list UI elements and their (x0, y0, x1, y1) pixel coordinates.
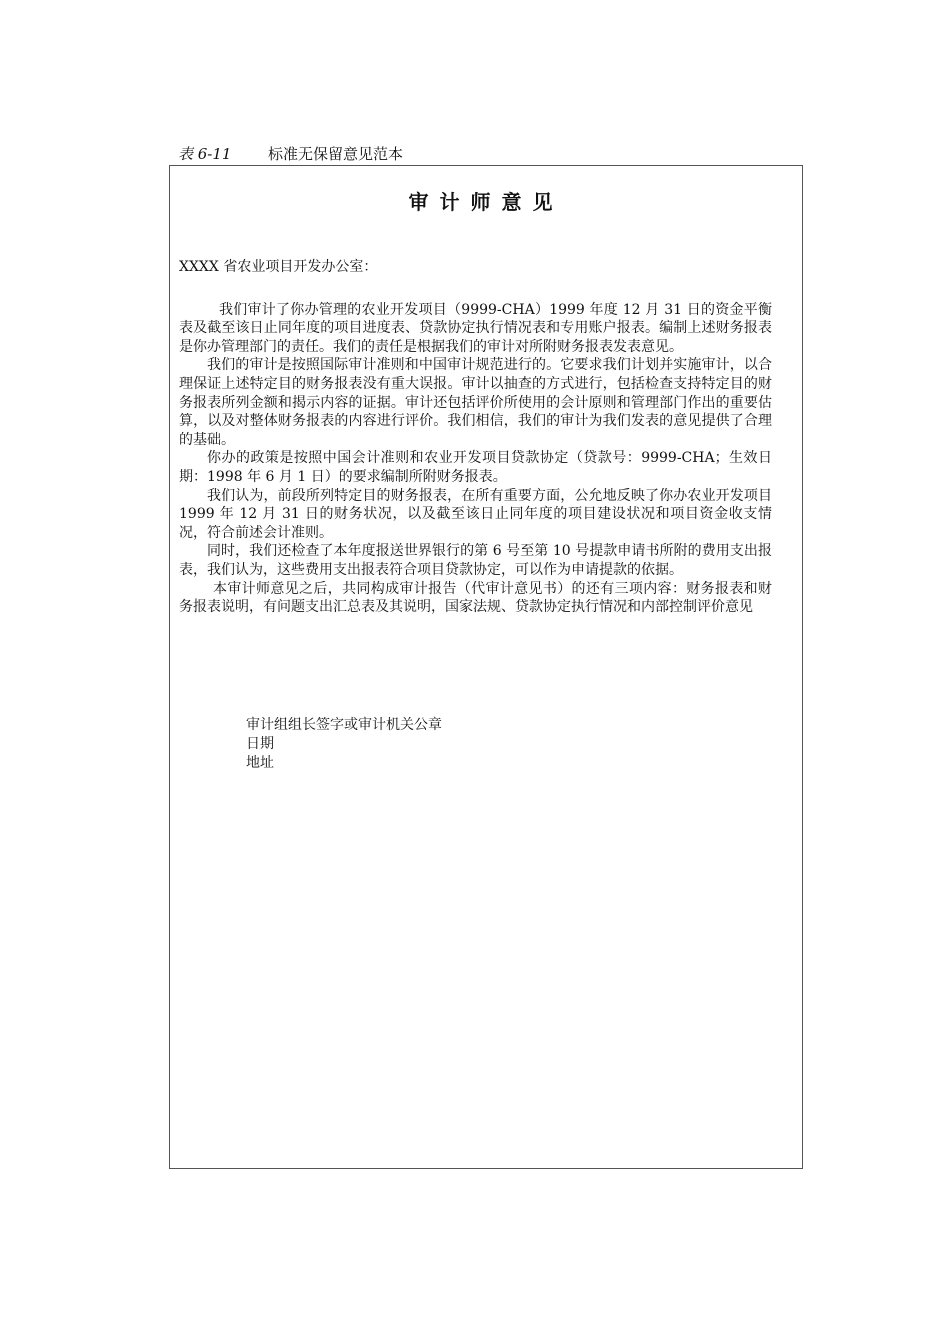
signature-block (246, 716, 442, 773)
paragraph-expenditure: 同时，我们还检查了本年度报送世界银行的第 6 号至第 10 号提款申请书所附的费用支出报表，我们认为，这些费用支出报表符合项目贷款协定，可以作为申请提款的依据。 (179, 543, 772, 578)
paragraph-scope: 我们审计了你办管理的农业开发项目（9999-CHA）1999 年度 12 月 31 日的资金平衡表及截至该日止同年度的项目进度表、贷款协定执行情况表和专用账户报表。编制上述财务报表是你办管理部门的责任。我们的责任是根据我们的审计对所附财务报表发表意见。 (179, 301, 772, 355)
paragraph-attachments: 本审计师意见之后，共同构成审计报告（代审计意见书）的还有三项内容：财务报表和财务报表说明，有问题支出汇总表及其说明，国家法规、贷款协定执行情况和内部控制评价意见 (179, 580, 772, 616)
table-title: 标准无保留意见范本 (268, 145, 404, 163)
document-heading: 审计师意见 (408, 190, 564, 214)
paragraph-standards: 我们的审计是按照国际审计准则和中国审计规范进行的。它要求我们计划并实施审计，以合理保证上述特定目的财务报表没有重大误报。审计以抽查的方式进行，包括检查支持特定目的财务报表所列金额和揭示内容的证据。审计还包括评价所使用的会计原则和管理部门作出的重要估算，以及对整体财务报表的内容进行评价。我们相信，我们的审计为我们发表的意见提供了合理的基础。 (179, 357, 772, 448)
table-number: 表 6-11 (178, 145, 232, 163)
date-line: 日期 (246, 736, 274, 752)
paragraph-opinion: 我们认为，前段所列特定目的财务报表，在所有重要方面，公允地反映了你办农业开发项目 1999 年 12 月 31 日的财务状况，以及截至该日止同年度的项目建设状况和项目资金收支情况，符合前述会计准则。 (179, 487, 772, 541)
document-frame (169, 165, 803, 1169)
paragraph-policy: 你办的政策是按照中国会计准则和农业开发项目贷款协定（贷款号：9999-CHA；生效日期：1998 年 6 月 1 日）的要求编制所附财务报表。 (179, 450, 772, 485)
signer-line: 审计组组长签字或审计机关公章 (246, 717, 442, 733)
document-body (179, 258, 772, 617)
address-line: 地址 (246, 755, 274, 771)
addressee: XXXX 省农业项目开发办公室： (179, 259, 378, 275)
table-caption (178, 144, 403, 164)
